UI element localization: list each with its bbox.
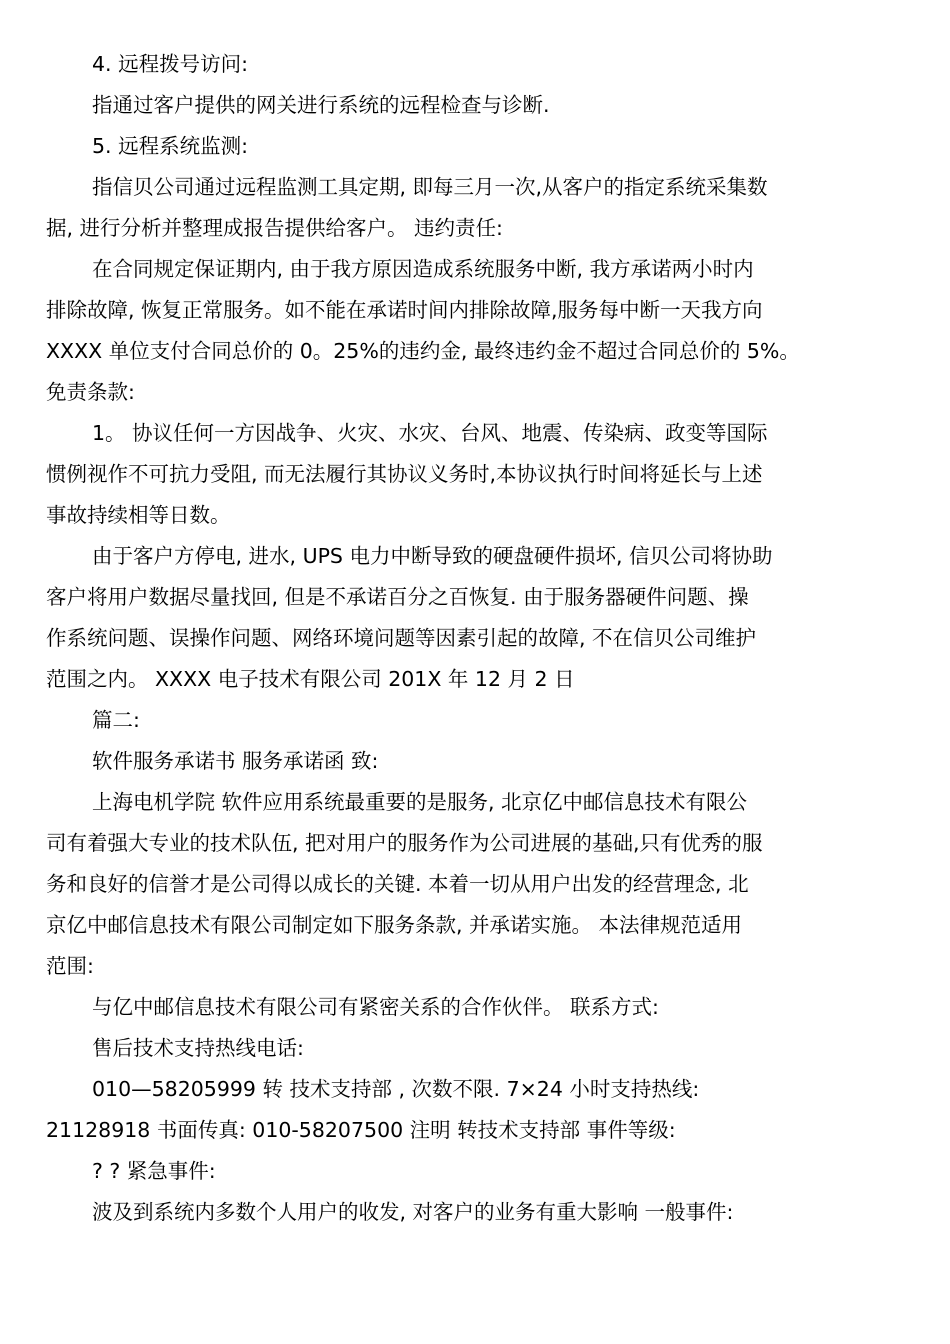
text-line: 务和良好的信誉才是公司得以成长的关键. 本着一切从用户出发的经营理念, 北: [46, 872, 749, 896]
text-line: 惯例视作不可抗力受阻, 而无法履行其协议义务时,本协议执行时间将延长与上述: [46, 462, 763, 486]
text-line: 排除故障, 恢复正常服务。如不能在承诺时间内排除故障,服务每中断一天我方向: [46, 298, 763, 322]
text-line: 作系统问题、误操作问题、网络环境问题等因素引起的故障, 不在信贝公司维护: [46, 626, 757, 650]
text-line: 京亿中邮信息技术有限公司制定如下服务条款, 并承诺实施。 本法律规范适用: [46, 913, 743, 937]
text-line: 在合同规定保证期内, 由于我方原因造成系统服务中断, 我方承诺两小时内: [92, 257, 754, 281]
text-line: 免责条款:: [46, 380, 135, 404]
text-line: 指通过客户提供的网关进行系统的远程检查与诊断.: [92, 93, 550, 117]
text-line: ? ? 紧急事件:: [92, 1159, 216, 1183]
text-line: 售后技术支持热线电话:: [92, 1036, 304, 1060]
text-line: 据, 进行分析并整理成报告提供给客户。 违约责任:: [46, 216, 503, 240]
text-line: XXXX 单位支付合同总价的 0。25%的违约金, 最终违约金不超过合同总价的 5%。: [46, 339, 800, 363]
text-line: 范围:: [46, 954, 94, 978]
text-line: 事故持续相等日数。: [46, 503, 231, 527]
text-line: 4. 远程拨号访问:: [92, 52, 248, 76]
text-line: 010—58205999 转 技术支持部 , 次数不限. 7×24 小时支持热线:: [92, 1077, 700, 1101]
text-line: 范围之内。 XXXX 电子技术有限公司 201X 年 12 月 2 日: [46, 667, 575, 691]
text-line: 21128918 书面传真: 010-58207500 注明 转技术支持部 事件等级:: [46, 1118, 676, 1142]
text-line: 1。 协议任何一方因战争、火灾、水灾、台风、地震、传染病、政变等国际: [92, 421, 768, 445]
text-line: 司有着强大专业的技术队伍, 把对用户的服务作为公司进展的基础,只有优秀的服: [46, 831, 763, 855]
text-line: 客户将用户数据尽量找回, 但是不承诺百分之百恢复. 由于服务器硬件问题、操: [46, 585, 749, 609]
text-line: 篇二:: [92, 708, 140, 732]
text-line: 指信贝公司通过远程监测工具定期, 即每三月一次,从客户的指定系统采集数: [92, 175, 768, 199]
text-line: 与亿中邮信息技术有限公司有紧密关系的合作伙伴。 联系方式:: [92, 995, 659, 1019]
text-line: 波及到系统内多数个人用户的收发, 对客户的业务有重大影响 一般事件:: [92, 1200, 734, 1224]
text-line: 软件服务承诺书 服务承诺函 致:: [92, 749, 379, 773]
text-line: 5. 远程系统监测:: [92, 134, 248, 158]
document-body: [46, 44, 906, 1233]
text-line: 上海电机学院 软件应用系统最重要的是服务, 北京亿中邮信息技术有限公: [92, 790, 748, 814]
text-line: 由于客户方停电, 进水, UPS 电力中断导致的硬盘硬件损坏, 信贝公司将协助: [92, 544, 773, 568]
